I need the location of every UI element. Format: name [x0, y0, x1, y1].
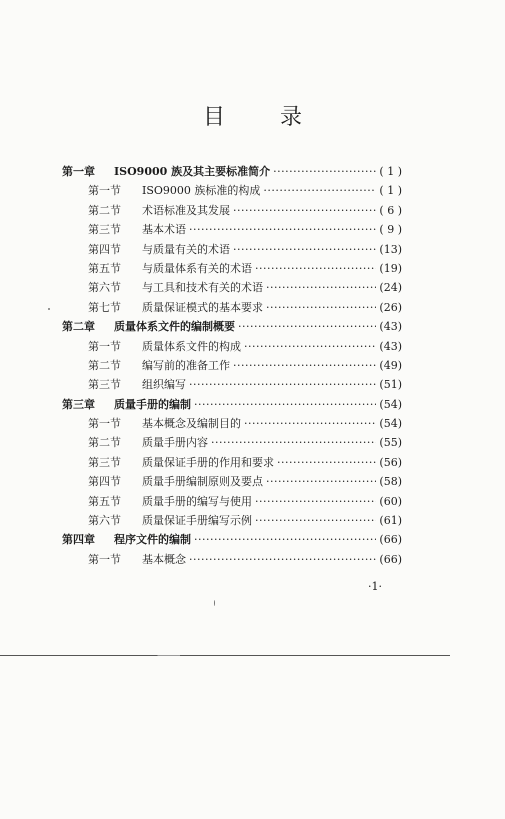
scan-speck: [214, 600, 215, 606]
dot-leader: [194, 395, 376, 414]
section-title: 质量保证模式的基本要求: [142, 300, 263, 314]
section-page: (66): [379, 552, 402, 566]
section-title: 编写前的准备工作: [142, 358, 230, 372]
section-page: (60): [379, 494, 402, 508]
section-label: 第六节: [88, 514, 121, 528]
section-title: 与质量有关的术语: [142, 242, 230, 256]
dot-leader: [244, 337, 376, 356]
toc-section: [62, 492, 402, 511]
scan-speck: [48, 308, 50, 310]
dot-leader: [255, 492, 376, 511]
section-title: 术语标准及其发展: [142, 203, 230, 217]
toc-section: [62, 298, 402, 317]
section-page: (26): [379, 300, 402, 314]
chapter-page: (43): [379, 320, 402, 334]
toc-section: [62, 220, 402, 239]
section-title: 基本术语: [142, 223, 186, 237]
section-label: 第三节: [88, 455, 121, 469]
section-page: (24): [379, 281, 402, 295]
section-label: 第五节: [88, 261, 121, 275]
dot-leader: [211, 433, 376, 452]
section-page: (13): [379, 242, 402, 256]
toc-section: [62, 433, 402, 452]
chapter-page: ( 1 ): [379, 165, 402, 178]
chapter-title: 程序文件的编制: [114, 533, 191, 547]
section-page: (56): [379, 455, 402, 469]
section-title: 质量手册内容: [142, 436, 208, 450]
chapter-page: (54): [379, 397, 402, 411]
page-number: ·1·: [368, 580, 382, 593]
dot-leader: [238, 317, 376, 336]
dot-leader: [255, 259, 376, 278]
dot-leader: [244, 414, 376, 433]
dot-leader: [273, 162, 376, 181]
toc-section: [62, 181, 402, 200]
section-page: (51): [379, 378, 402, 392]
toc-chapter-1: [62, 162, 402, 181]
section-title: 质量手册的编写与使用: [142, 494, 252, 508]
section-label: 第二节: [88, 203, 121, 217]
section-label: 第七节: [88, 300, 121, 314]
section-label: 第二节: [88, 358, 121, 372]
toc-chapter-3: [62, 395, 402, 414]
dot-leader: [233, 201, 376, 220]
section-title: ISO9000 族标准的构成: [142, 184, 261, 198]
chapter-title: 质量体系文件的编制概要: [114, 320, 235, 334]
section-page: (43): [379, 339, 402, 353]
section-page: ( 1 ): [379, 184, 402, 198]
toc-section: [62, 414, 402, 433]
section-page: (55): [379, 436, 402, 450]
toc-section: [62, 453, 402, 472]
section-label: 第五节: [88, 494, 121, 508]
chapter-label: 第二章: [62, 320, 95, 334]
section-page: ( 9 ): [379, 223, 402, 237]
section-page: (19): [379, 261, 402, 275]
toc-chapter-4: [62, 530, 402, 549]
section-label: 第四节: [88, 242, 121, 256]
section-page: (54): [379, 417, 402, 431]
dot-leader: [263, 181, 376, 200]
section-label: 第二节: [88, 436, 121, 450]
toc-section: [62, 472, 402, 491]
section-title: 质量保证手册的作用和要求: [142, 455, 274, 469]
section-title: 质量手册编制原则及要点: [142, 475, 263, 489]
section-page: (58): [379, 475, 402, 489]
section-title: 与工具和技术有关的术语: [142, 281, 263, 295]
dot-leader: [266, 298, 376, 317]
section-title: 基本概念: [142, 552, 186, 566]
toc-section: [62, 511, 402, 530]
toc-list: [62, 162, 402, 569]
chapter-label: 第三章: [62, 397, 95, 411]
section-label: 第一节: [88, 339, 121, 353]
dot-leader: [189, 375, 376, 394]
section-page: (49): [379, 358, 402, 372]
section-label: 第四节: [88, 475, 121, 489]
dot-leader: [266, 472, 376, 491]
dot-leader: [233, 356, 376, 375]
chapter-page: (66): [379, 533, 402, 547]
section-title: 质量保证手册编写示例: [142, 514, 252, 528]
section-page: ( 6 ): [379, 203, 402, 217]
section-title: 与质量体系有关的术语: [142, 261, 252, 275]
toc-section: [62, 201, 402, 220]
section-title: 基本概念及编制目的: [142, 417, 241, 431]
toc-section: [62, 278, 402, 297]
toc-section: [62, 375, 402, 394]
chapter-label: 第四章: [62, 533, 95, 547]
dot-leader: [277, 453, 376, 472]
dot-leader: [233, 240, 376, 259]
toc-section: [62, 550, 402, 569]
section-label: 第一节: [88, 184, 121, 198]
section-page: (61): [379, 514, 402, 528]
section-title: 质量体系文件的构成: [142, 339, 241, 353]
toc-chapter-2: [62, 317, 402, 336]
section-label: 第一节: [88, 552, 121, 566]
toc-section: [62, 259, 402, 278]
toc-section: [62, 337, 402, 356]
dot-leader: [194, 530, 376, 549]
section-label: 第一节: [88, 417, 121, 431]
chapter-label: 第一章: [62, 165, 95, 178]
chapter-title: 质量手册的编制: [114, 397, 191, 411]
section-title: 组织编写: [142, 378, 186, 392]
toc-section: [62, 240, 402, 259]
toc-title: 目 录: [203, 105, 326, 130]
section-label: 第三节: [88, 223, 121, 237]
dot-leader: [255, 511, 376, 530]
scan-edge-line: [0, 655, 450, 656]
section-label: 第三节: [88, 378, 121, 392]
dot-leader: [189, 550, 376, 569]
dot-leader: [189, 220, 376, 239]
dot-leader: [266, 278, 376, 297]
section-label: 第六节: [88, 281, 121, 295]
toc-section: [62, 356, 402, 375]
chapter-title: ISO9000 族及其主要标准简介: [114, 165, 271, 178]
